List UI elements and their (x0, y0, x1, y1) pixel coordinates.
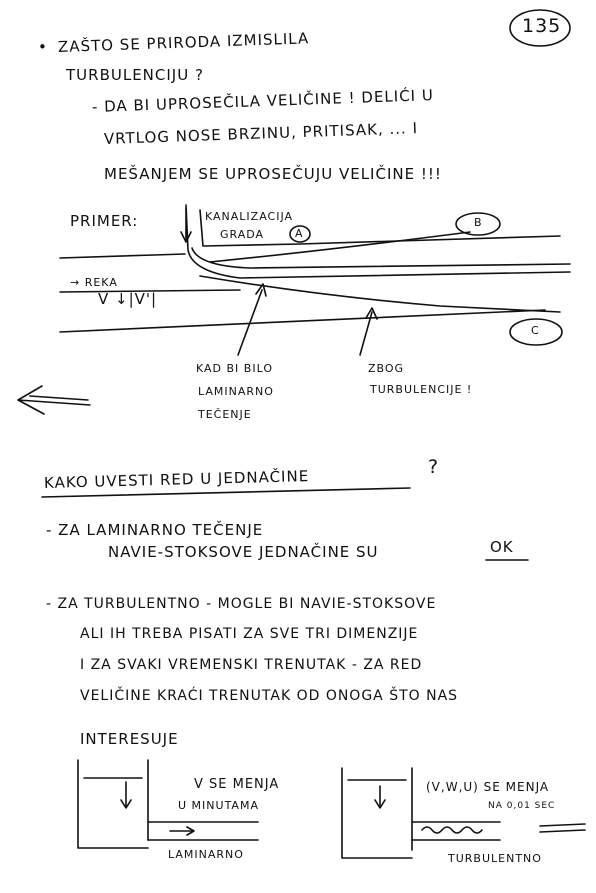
back-arrow (18, 386, 90, 414)
velocity-label: V ↓|V'| (98, 290, 158, 308)
mark-b: B (474, 216, 483, 229)
right-time-label: NA 0,01 SEC (488, 801, 556, 811)
turbulent-line-1: - ZA TURBULENTNO - MOGLE BI NAVIE-STOKSOVE (46, 596, 437, 612)
sewer-label-2: GRADA (220, 228, 265, 241)
laminar-note-2: LAMINARNO (198, 385, 274, 398)
page-number: 135 (522, 15, 562, 37)
left-tank-walls (78, 760, 148, 848)
right-variable-label: (V,W,U) SE MENJA (426, 780, 550, 794)
turbulence-note-2: TURBULENCIJE ! (370, 383, 473, 396)
bullet: • (38, 38, 48, 56)
question-line-2: TURBULENCIJU ? (66, 66, 204, 84)
right-tank-walls (342, 768, 412, 858)
example-label: PRIMER: (70, 212, 139, 230)
turbulence-note-1: ZBOG (368, 362, 405, 375)
left-regime-label: LAMINARNO (168, 848, 244, 861)
turbulent-line-2: ALI IH TREBA PISATI ZA SVE TRI DIMENZIJE (80, 626, 419, 642)
river-label: → REKA (70, 276, 118, 289)
heading-question-mark: ? (428, 456, 440, 478)
right-eddies (422, 827, 482, 833)
sewer-label-1: KANALIZACIJA (205, 210, 294, 223)
answer-line-2: VRTLOG NOSE BRZINU, PRITISAK, ... I (103, 119, 419, 148)
right-regime-label: TURBULENTNO (448, 852, 542, 865)
question-line-1: ZAŠTO SE PRIRODA IZMISLILA (57, 29, 310, 56)
turbulent-line-5: INTERESUJE (80, 730, 179, 748)
laminar-line-1: - ZA LAMINARNO TEČENJE (46, 521, 264, 539)
right-underline-1 (540, 824, 585, 826)
left-time-label: U MINUTAMA (178, 799, 259, 812)
laminar-line-2: NAVIE-STOKSOVE JEDNAČINE SU (108, 543, 379, 561)
river-upper-bank (60, 254, 185, 258)
left-variable-label: V SE MENJA (194, 777, 280, 792)
section-heading: KAKO UVESTI RED U JEDNAČINE (43, 467, 310, 492)
mark-c: C (531, 324, 540, 337)
mark-a: A (295, 227, 304, 240)
right-underline-2 (540, 830, 585, 832)
left-tank-outlet (148, 822, 258, 840)
answer-line-1: - DA BI UPROSEČILA VELIČINE ! DELIĆI U (91, 86, 435, 116)
river-lower-bank (60, 310, 545, 332)
turbulent-line-3: I ZA SVAKI VREMENSKI TRENUTAK - ZA RED (80, 657, 423, 673)
answer-line-3: MEŠANJEM SE UPROSEČUJU VELIČINE !!! (104, 165, 442, 183)
laminar-ok: OK (490, 538, 514, 556)
turbulent-line-4: VELIČINE KRAĆI TRENUTAK OD ONOGA ŠTO NAS (80, 688, 459, 704)
laminar-note-1: KAD BI BILO (196, 362, 273, 375)
laminar-note-3: TEČENJE (198, 408, 252, 421)
turbulent-spread-line (200, 276, 560, 312)
right-tank-outlet (412, 822, 500, 840)
